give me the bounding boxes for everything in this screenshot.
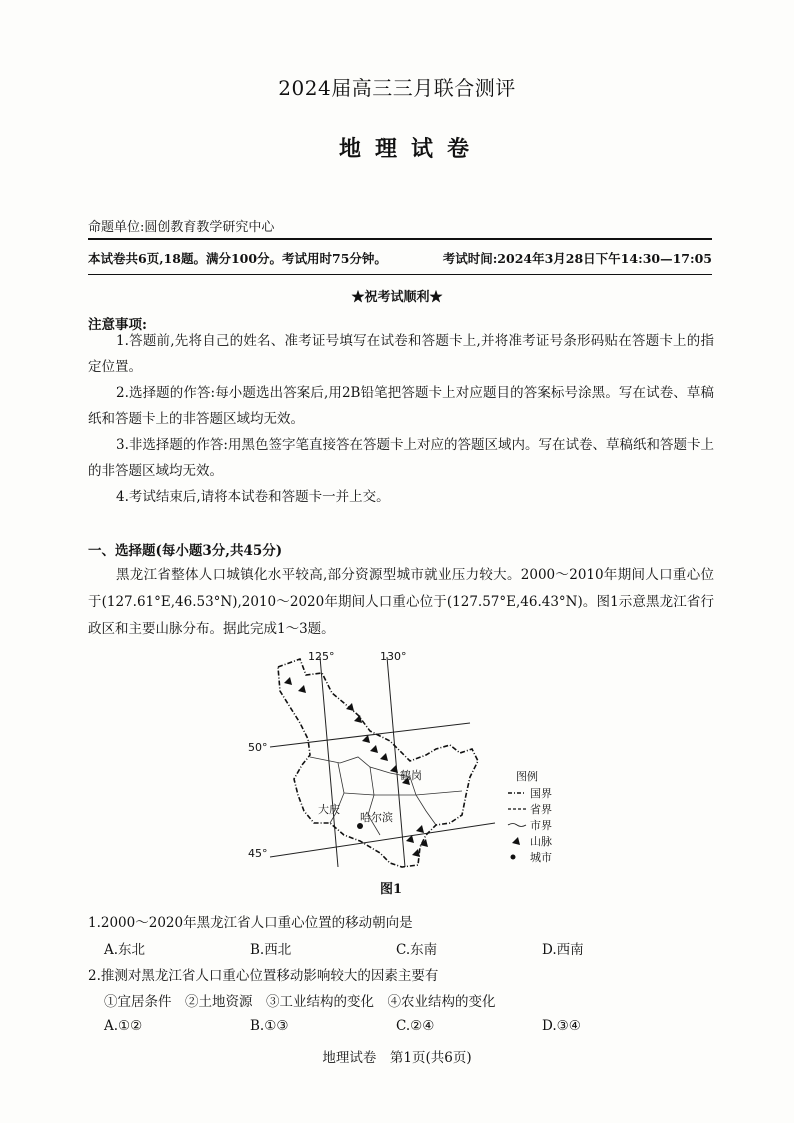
notice-item: 2.选择题的作答:每小题选出答案后,用2B铅笔把答题卡上对应题目的答案标号涂黑。写在试卷、草稿纸和答题卡上的非答题区域均无效。 <box>88 385 714 427</box>
question-2-option-a: A.①② <box>104 1018 143 1034</box>
city-boundary <box>368 767 380 835</box>
question-intro: 黑龙江省整体人口城镇化水平较高,部分资源型城市就业压力较大。2000～2010年期间人口重心位于(127.61°E,46.53°N),2010～2020年期间人口重心位于(127.57°E,46.43°N)。图1示意黑龙江省行政区和主要山脉分布。据此完成1～3题。 <box>88 567 714 637</box>
city-label-harbin: 哈尔滨 <box>360 811 393 824</box>
legend-city-border-symbol <box>508 824 526 827</box>
notice-item: 3.非选择题的作答:用黑色签字笔直接答在答题卡上对应的答题区域内。写在试卷、草稿纸和答题卡上的非答题区域均无效。 <box>88 437 714 479</box>
header-divider-bottom <box>88 274 712 275</box>
good-luck-banner: ★祝考试顺利★ <box>351 290 443 305</box>
section-heading: 一、选择题(每小题3分,共45分) <box>88 543 283 559</box>
legend-label: 城市 <box>530 851 552 864</box>
heilongjiang-map-figure <box>240 645 580 880</box>
lon-label-130: 130° <box>380 650 407 663</box>
notice-item: 1.答题前,先将自己的姓名、准考证号填写在试卷和答题卡上,并将准考证号条形码贴在答题卡上的指定位置。 <box>88 333 714 375</box>
city-label-hegang: 鹤岗 <box>400 769 422 782</box>
header-divider-top <box>88 238 712 240</box>
question-1-option-b: B.西北 <box>250 942 292 958</box>
city-boundary <box>344 791 462 795</box>
author-org: 命题单位:圆创教育教学研究中心 <box>88 220 275 235</box>
parallel-50 <box>270 723 470 747</box>
legend-label: 国界 <box>530 787 552 800</box>
parallel-45 <box>270 823 495 857</box>
mountain-symbols <box>284 677 428 857</box>
question-1-stem: 1.2000～2020年黑龙江省人口重心位置的移动朝向是 <box>88 915 413 931</box>
page-footer: 地理试卷 第1页(共6页) <box>322 1050 472 1066</box>
question-2-option-b: B.①③ <box>250 1018 289 1034</box>
question-1-option-a: A.东北 <box>104 942 146 958</box>
legend-mountain-symbol <box>512 837 520 845</box>
city-label-daqing: 大庆 <box>318 803 340 816</box>
exam-subject-title: 地理试卷 <box>338 136 483 162</box>
province-boundary <box>278 659 478 867</box>
exam-time: 考试时间:2024年3月28日下午14:30—17:05 <box>442 251 712 266</box>
legend-city-symbol <box>511 855 516 860</box>
question-2-option-c: C.②④ <box>396 1018 435 1034</box>
notice-item: 4.考试结束后,请将本试卷和答题卡一并上交。 <box>116 489 390 505</box>
meridian-130 <box>387 657 405 867</box>
question-2-items: ①宜居条件 ②土地资源 ③工业结构的变化 ④农业结构的变化 <box>104 994 496 1010</box>
question-1-option-d: D.西南 <box>542 942 584 958</box>
lon-label-125: 125° <box>308 650 335 663</box>
lat-label-45: 45° <box>248 847 268 860</box>
legend-title: 图例 <box>516 770 538 783</box>
lat-label-50: 50° <box>248 741 268 754</box>
question-2-stem: 2.推测对黑龙江省人口重心位置移动影响较大的因素主要有 <box>88 968 439 984</box>
legend-label: 省界 <box>530 803 552 816</box>
city-boundary <box>410 777 436 825</box>
legend-label: 市界 <box>530 819 552 832</box>
question-1-option-c: C.东南 <box>396 942 438 958</box>
map-legend <box>508 769 552 864</box>
notice-heading: 注意事项: <box>88 317 147 333</box>
figure-caption: 图1 <box>380 882 403 897</box>
exam-main-title: 2024届高三三月联合测评 <box>278 76 516 100</box>
legend-label: 山脉 <box>530 835 552 848</box>
question-2-option-d: D.③④ <box>542 1018 581 1034</box>
exam-info: 本试卷共6页,18题。满分100分。考试用时75分钟。 <box>88 251 387 266</box>
